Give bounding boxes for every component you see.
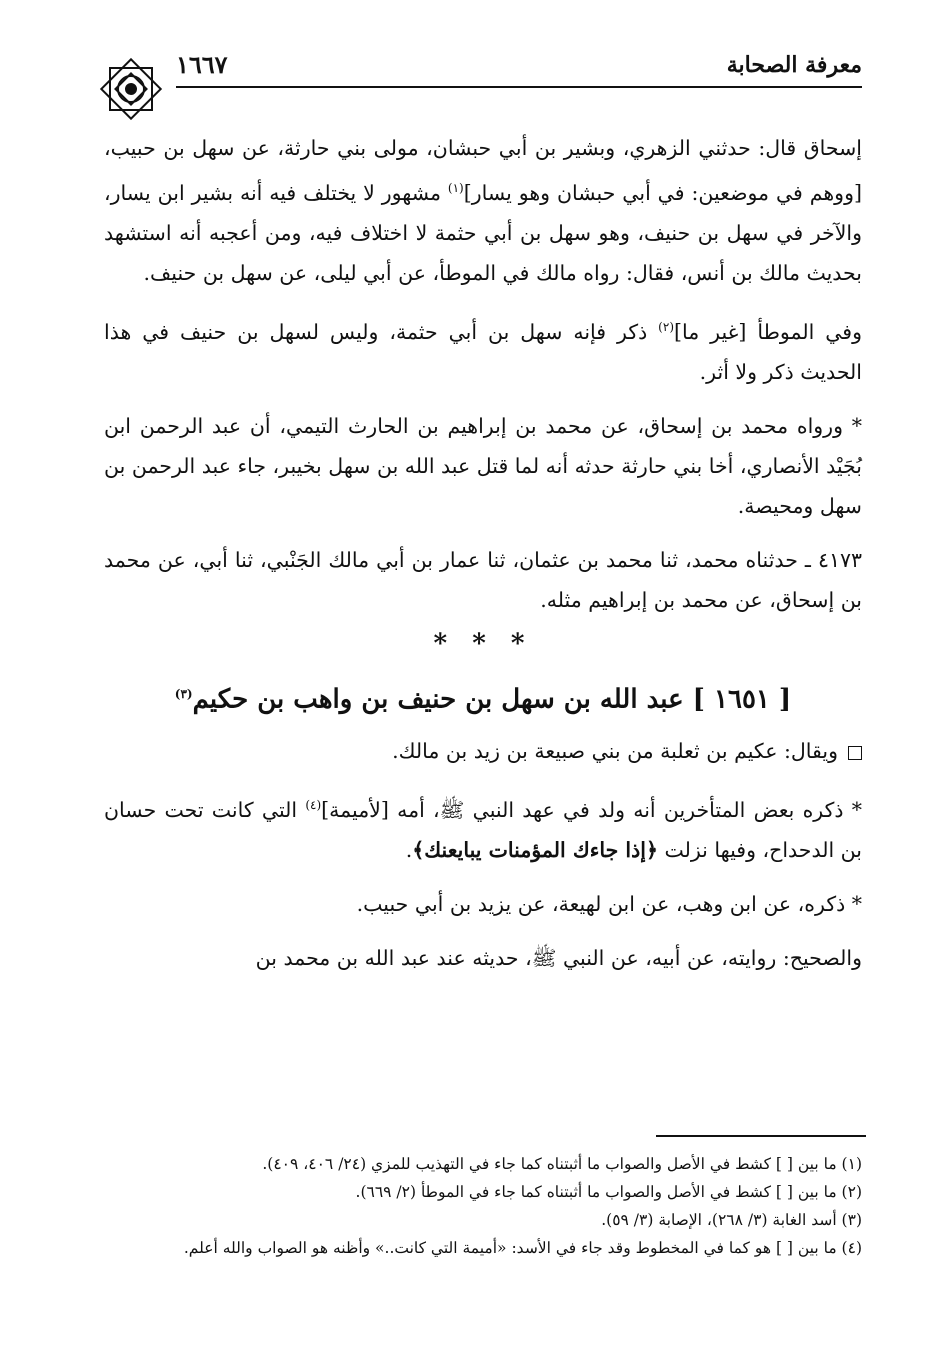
page-number: ١٦٦٧ (176, 50, 228, 79)
footnote-ref-3: (٣) (174, 686, 193, 701)
footnote-2: (٢) ما بين [ ] كشط في الأصل والصواب ما أثبتناه كما جاء في الموطأ (٢/ ٦٦٩). (355, 1183, 862, 1201)
paragraph-5 (104, 731, 862, 771)
quran-quote: ﴿إذا جاءك المؤمنات يبايعنك﴾ (412, 838, 658, 863)
footnote-1: (١) ما بين [ ] كشط في الأصل والصواب ما أثبتناه كما جاء في التهذيب للمزي (٢٤/ ٤٠٦، ٤٠٩). (262, 1155, 862, 1173)
paragraph-6-text-b: التي كانت تحت حسان بن الدحداح، وفيها نزلت (104, 798, 862, 863)
hadith-4173: ٤١٧٣ ـ حدثناه محمد، ثنا محمد بن عثمان، ثنا عمار بن أبي مالك الجَنْبي، ثنا أبي، عن محمد بن إسحاق، عن محمد بن إبراهيم مثله. (104, 547, 862, 612)
paragraph-1-text-b: مشهور لا يختلف فيه أنه بشير ابن يسار، والآخر في سهل بن حنيف، وهو سهل بن أبي حثمة لا اختلاف فيه، ومن أعجبه أنه استشهد بحديث مالك بن أنس، فقال: رواه مالك في الموطأ، عن أبي ليلى، عن سهل بن حنيف. (104, 180, 862, 285)
entry-heading (104, 674, 862, 720)
entry-heading-text: [ ١٦٥١ ] عبد الله بن سهل بن حنيف بن واهب بن حكيم (192, 684, 792, 715)
paragraph-7: * ذكره، عن ابن وهب، عن ابن لهيعة، عن يزيد بن أبي حبيب. (356, 892, 862, 917)
paragraph-2-text-b: ذكر فإنه سهل بن أبي حثمة، وليس لسهل بن حنيف في هذا الحديث ذكر ولا أثر. (104, 319, 862, 384)
main-text (104, 128, 862, 978)
footnotes (110, 1150, 862, 1262)
square-bullet-icon (848, 746, 862, 760)
header-rule (176, 86, 862, 88)
paragraph-8: والصحيح: روايته، عن أبيه، عن النبي ﷺ، حديثه عند عبد الله بن محمد بن (255, 946, 862, 971)
footnote-ref-4: (٤) (305, 798, 322, 813)
footnote-ref-1: (١) (447, 181, 464, 195)
paragraph-2-text-a: وفي الموطأ [غير ما] (674, 319, 862, 344)
running-title: معرفة الصحابة (726, 52, 862, 78)
paragraph-6-text-a: * ذكره بعض المتأخرين أنه ولد في عهد النبي ﷺ، أمه [لأميمة] (321, 798, 862, 823)
footnote-3: (٣) أسد الغابة (٣/ ٢٦٨)، الإصابة (٣/ ٥٩). (601, 1211, 862, 1229)
paragraph-1 (104, 128, 862, 293)
paragraph-6 (104, 785, 862, 870)
paragraph-5-text: ويقال: عكيم بن ثعلبة من بني صبيعة بن زيد بن مالك. (392, 739, 838, 764)
octagonal-star-ornament-icon (96, 54, 166, 124)
paragraph-1-text-a: إسحاق قال: حدثني الزهري، وبشير بن أبي حبشان، مولى بني حارثة، عن سهل بن حبيب، [ووهم في موضعين: في أبي حبشان وهو يسار] (104, 136, 862, 205)
footnote-ref-2: (٢) (658, 319, 674, 334)
footnote-rule (656, 1135, 866, 1137)
footnote-4: (٤) ما بين [ ] هو كما في المخطوط وقد جاء في الأسد: «أميمة التي كانت..» وأظنه هو الصواب والله أعلم. (183, 1239, 862, 1257)
paragraph-6-text-c: . (405, 838, 413, 863)
section-divider-stars: * * * (433, 628, 533, 659)
paragraph-3: * ورواه محمد بن إسحاق، عن محمد بن إبراهيم بن الحارث التيمي، أن عبد الرحمن ابن بُجَيْد الأنصاري، أخا بني حارثة حدثه أنه لما قتل عبد الله بن سهل بخيبر، جاء عبد الرحمن بن سهل ومحيصة. (104, 413, 862, 518)
paragraph-2 (104, 307, 862, 392)
